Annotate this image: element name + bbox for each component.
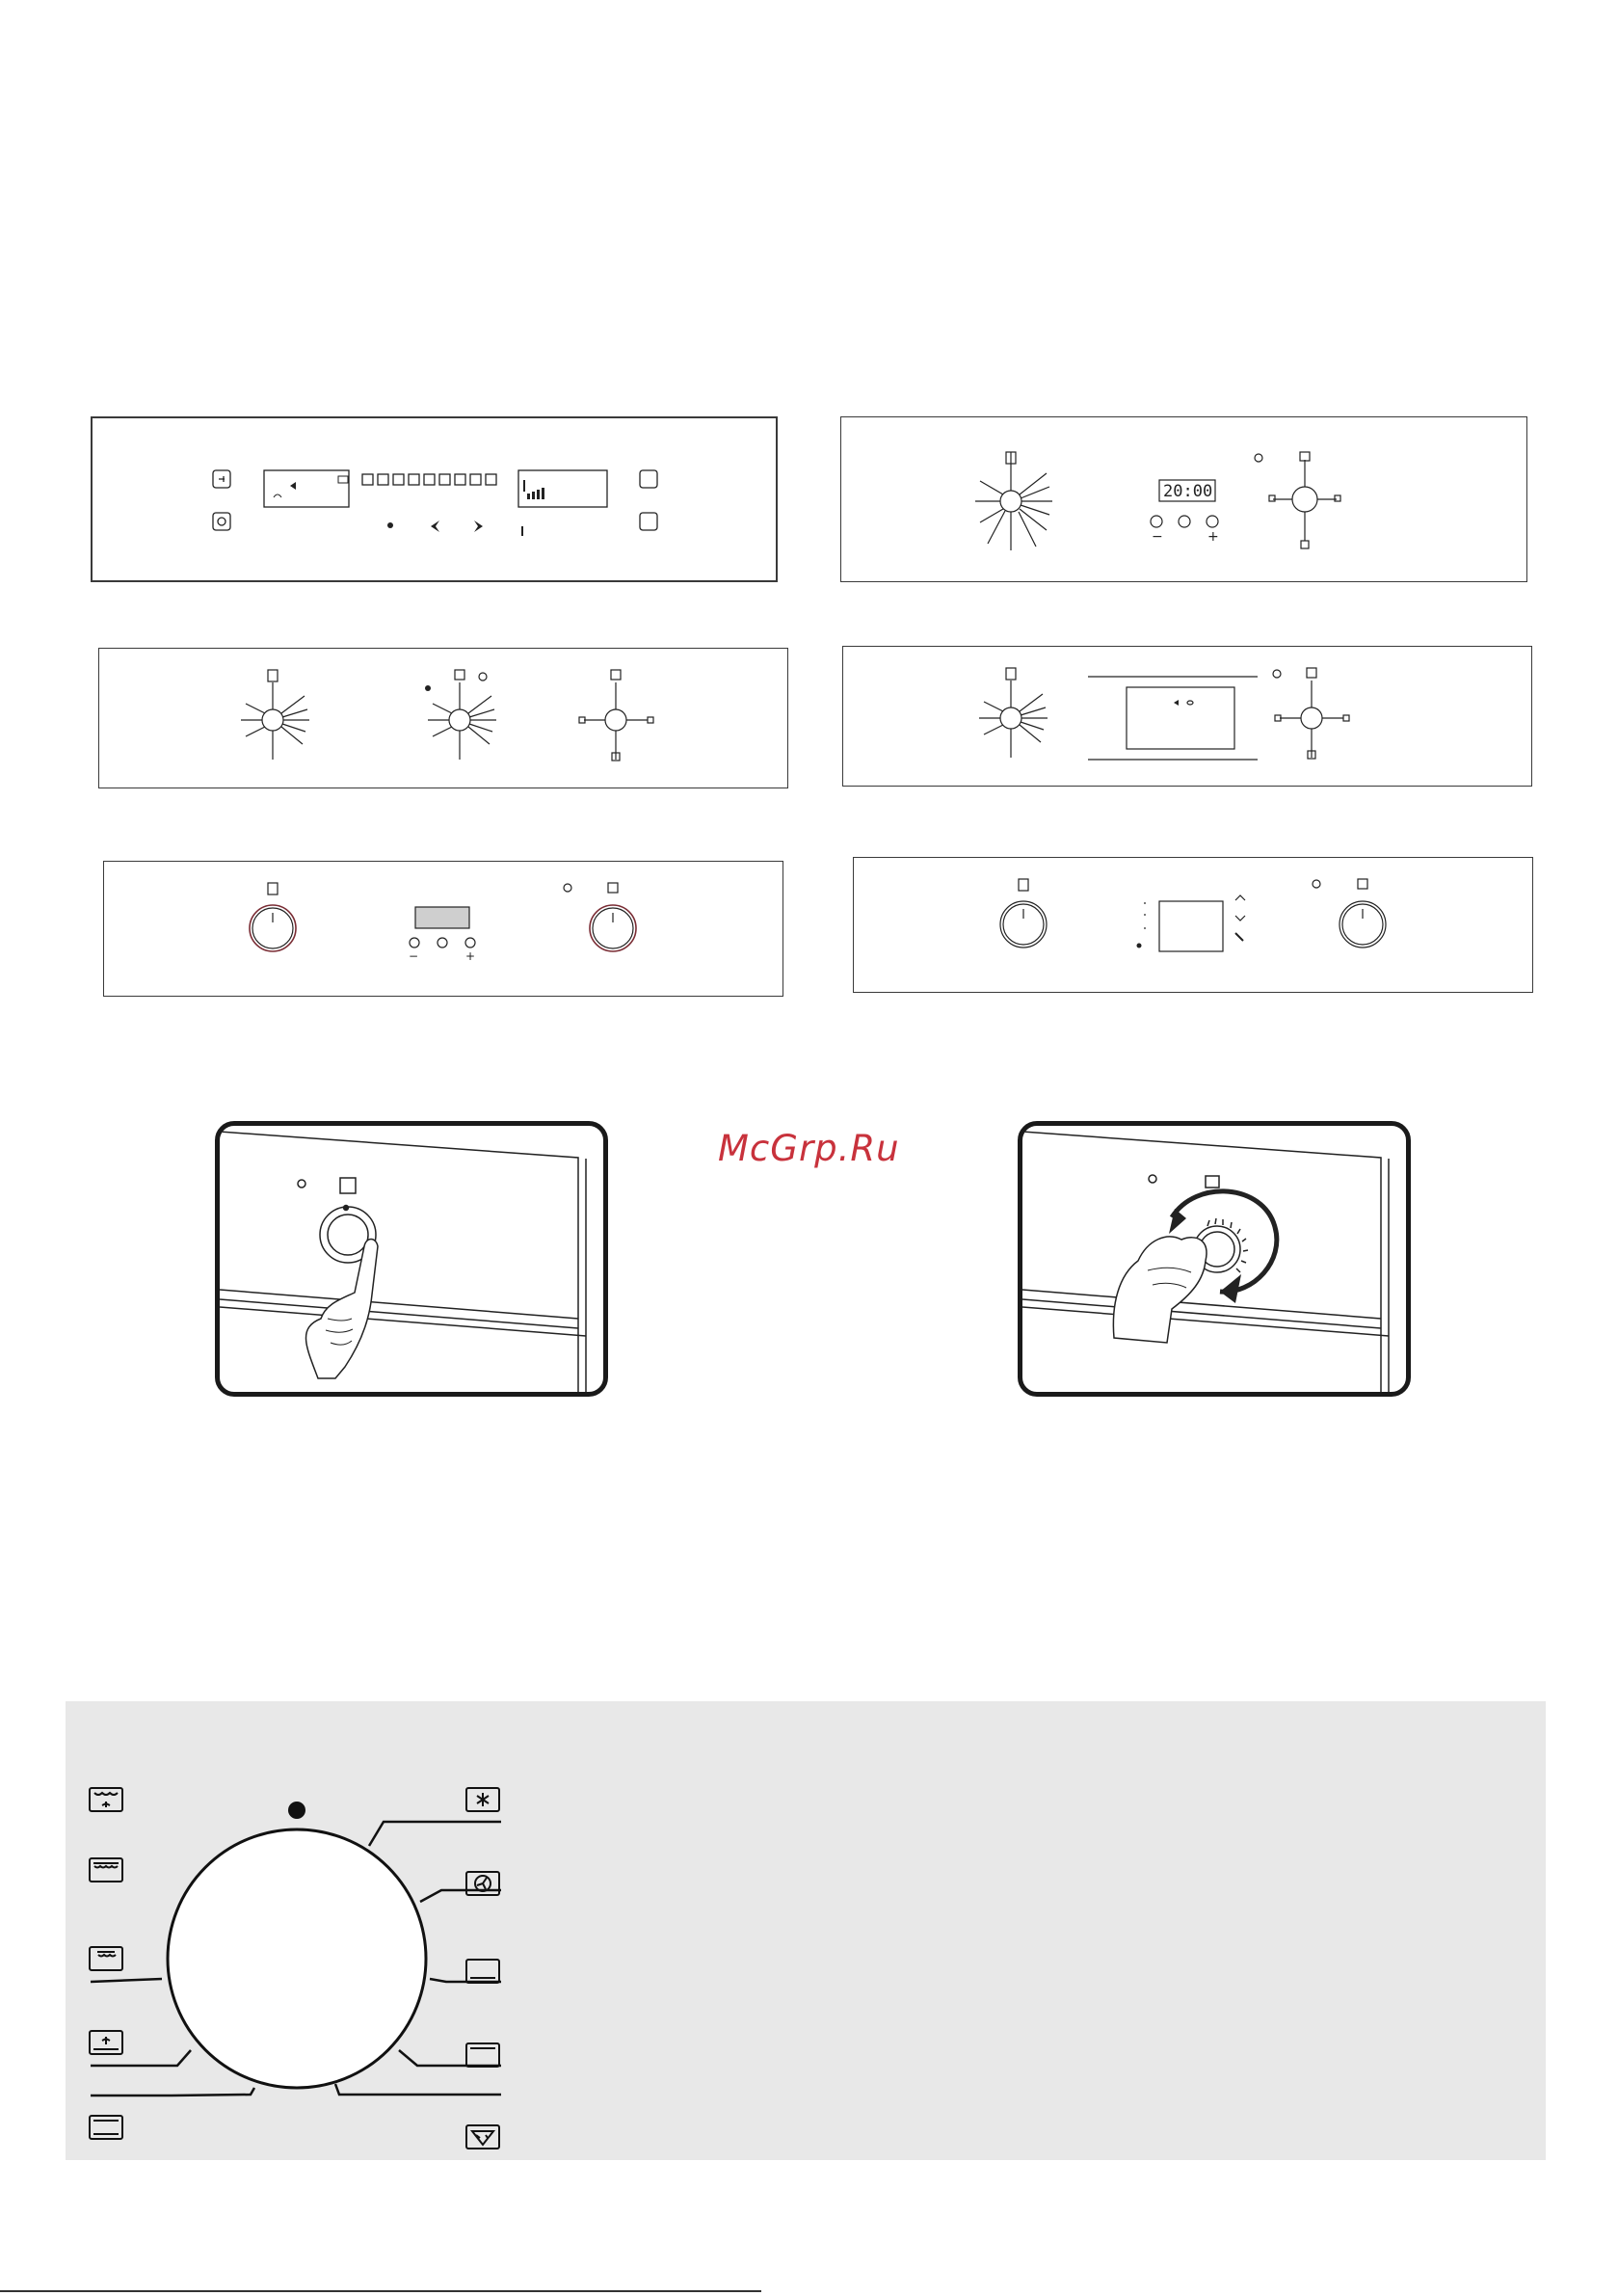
top-bottom-heat-icon: [90, 2116, 122, 2139]
plus-label: +: [1207, 529, 1219, 545]
minus-label: −: [409, 949, 419, 963]
fan-icon: [466, 1872, 499, 1895]
minus-label: −: [1152, 529, 1163, 545]
function-dial-panel: [66, 1701, 1546, 2160]
turn-knob-illustration: [1018, 1121, 1411, 1397]
control-panel-touch: [91, 416, 778, 582]
fan-grill-icon: [90, 1788, 122, 1811]
pizza-icon: [466, 2125, 499, 2149]
function-dial-knob[interactable]: [168, 1829, 426, 2088]
control-panel-round-knobs: [103, 861, 783, 997]
top-heat-icon: [466, 2043, 499, 2067]
control-panel-square-display: [853, 857, 1533, 993]
page-bottom-rule: [0, 2290, 761, 2292]
small-grill-icon: [90, 1947, 122, 1970]
press-knob-illustration: [215, 1121, 608, 1397]
bottom-heat-icon: [466, 1960, 499, 1983]
hand-turn-icon: [1113, 1237, 1207, 1343]
control-panel-display: [842, 646, 1532, 787]
control-panel-clock: [840, 416, 1527, 582]
dial-indicator-dot: [288, 1802, 305, 1819]
fan-bottom-heat-icon: [90, 2031, 122, 2054]
hand-press-icon: [306, 1240, 378, 1379]
plus-label: +: [465, 949, 476, 963]
defrost-icon: [466, 1788, 499, 1811]
control-panel-three-knobs: [98, 648, 788, 788]
watermark: McGrp.Ru: [718, 1128, 900, 1169]
clock-display: 20:00: [1163, 482, 1213, 501]
full-grill-icon: [90, 1858, 122, 1882]
